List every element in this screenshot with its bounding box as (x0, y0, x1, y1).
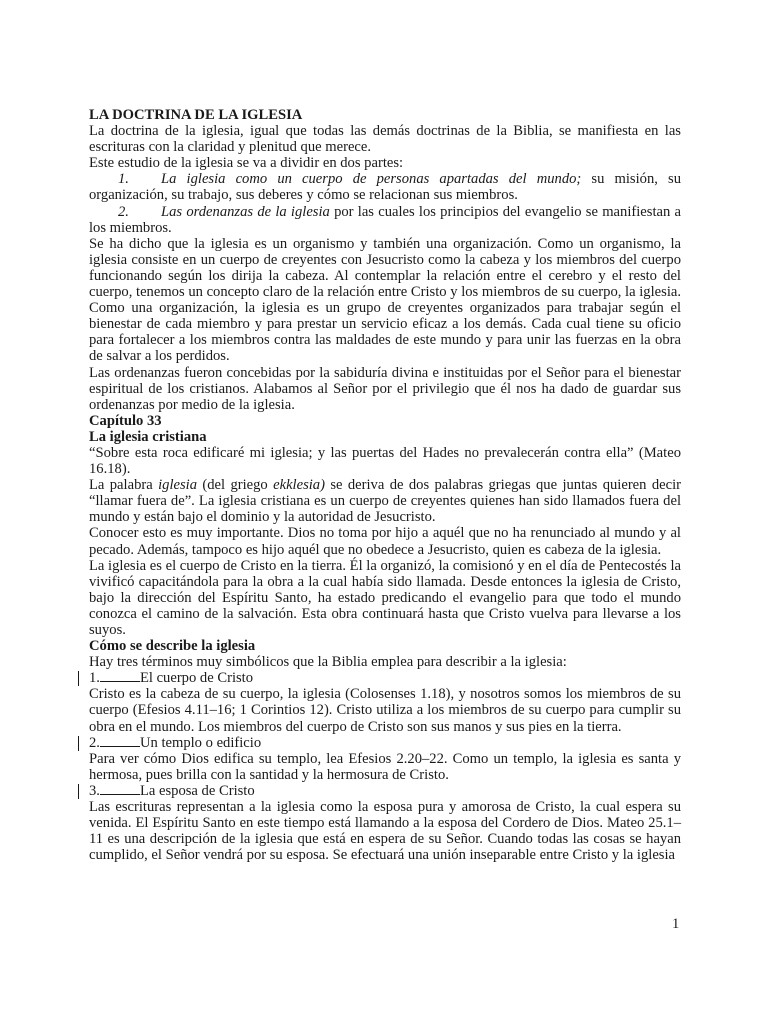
importance-paragraph: Conocer esto es muy importante. Dios no toma por hijo a aquél que no ha renunciado al mundo y al pecado. Además, tampoco es hijo aquél que no obedece a Jesucristo, quien es cabeza de la iglesia. (89, 525, 681, 558)
term-label: El cuerpo de Cristo (139, 670, 254, 687)
word-origin-paragraph (89, 477, 681, 525)
section-heading: Cómo se describe la iglesia (89, 638, 256, 655)
change-bar (78, 671, 79, 686)
document-title: LA DOCTRINA DE LA IGLESIA (89, 107, 303, 123)
italic-term: iglesia (158, 477, 198, 494)
part-item-1 (89, 171, 681, 203)
change-bar (78, 784, 79, 799)
term-body-3: Las escrituras representan a la iglesia como la esposa pura y amorosa de Cristo, la cual espera su venida. El Espíritu Santo en este tiempo está llamando a la esposa del Cordero de Dios. Mateo 25.1–11 es una descripción de la iglesia que está en espera de su Señor. Cuando todas las cosas se hayan cumplido, el Señor vendrá por su esposa. Se efectuará una unión inseparable entre Cristo y la iglesia (89, 799, 681, 864)
blank-line (100, 735, 140, 747)
part-number: 1. (118, 171, 129, 188)
chapter-title: La iglesia cristiana (89, 428, 207, 445)
term-body-1: Cristo es la cabeza de su cuerpo, la iglesia (Colosenses 1.18), y nosotros somos los miembros de su cuerpo (Efesios 4.11–16; 1 Corintios 12). Cristo utiliza a los miembros de su cuerpo para cumplir su obra en el mundo. Los miembros del cuerpo de Cristo son sus manos y sus pies en la tierra. (89, 686, 681, 735)
division-paragraph: Este estudio de la iglesia se va a dividir en dos partes: (89, 155, 404, 172)
term-number: 2. (89, 734, 100, 751)
body-of-christ-paragraph: La iglesia es el cuerpo de Cristo en la tierra. Él la organizó, la comisionó y en el día de Pentecostés la vivificó capacitándola para la obra a la cual había sido llamada. Desde entonces la iglesia de Cristo, bajo la dirección del Espíritu Santo, ha estado predicando el evangelio para que todo el mundo conozca el camino de la salvación. Esta obra continuará hasta que Cristo vuelva para llevarse a los suyos. (89, 557, 681, 638)
intro-paragraph: La doctrina de la iglesia, igual que todas las demás doctrinas de la Biblia, se manifiesta en las escrituras con la claridad y plenitud que merece. (89, 123, 681, 156)
part-title: La iglesia como un cuerpo de personas apartadas del mundo; (161, 171, 582, 188)
text-run: La palabra (89, 477, 159, 494)
term-number: 3. (89, 782, 100, 799)
scripture-quote: “Sobre esta roca edificaré mi iglesia; y las puertas del Hades no prevalecerán contra ella” (Mateo 16.18). (89, 444, 681, 478)
italic-term: ekklesia) (273, 477, 325, 494)
term-body-2: Para ver cómo Dios edifica su templo, lea Efesios 2.20–22. Como un templo, la iglesia es santa y hermosa, pues brilla con la santidad y la hermosura de Cristo. (89, 750, 681, 783)
organism-paragraph: Se ha dicho que la iglesia es un organismo y también una organización. Como un organismo, la iglesia consiste en un cuerpo de creyentes con Jesucristo como la cabeza y los miembros del cuerpo funcionando según los dirija la cabeza. Al contemplar la relación entre el cerebro y el resto del cuerpo, tenemos un concepto claro de la relación entre Cristo y los miembros de su cuerpo, la iglesia. Como una organización, la iglesia es un grupo de creyentes organizados para trabajar según el bienestar de cada miembro y para prestar un servicio eficaz a los demás. Cada cual tiene su oficio para fortalecer a los miembros contra las maldades de este mundo y para unir las fuerzas en la obra de salvar a los perdidos. (89, 235, 681, 365)
part-item-2 (89, 204, 681, 236)
text-run: (del griego (197, 477, 274, 494)
text-run: se deriva de dos palabras griegas que juntas quieren decir “llamar fuera de”. La iglesia cristiana es un cuerpo de creyentes quienes han sido llamados fuera del mundo y están bajo el dominio y la autoridad de Jesucristo. (89, 477, 681, 526)
blank-line (100, 783, 140, 795)
term-heading-2 (89, 735, 681, 751)
term-heading-3 (89, 783, 681, 799)
chapter-heading: Capítulo 33 (89, 412, 162, 429)
term-label: Un templo o edificio (139, 734, 262, 751)
document-body (89, 107, 681, 863)
blank-line (100, 670, 140, 682)
term-heading-1 (89, 670, 681, 686)
part-description: su misión, su organización, su trabajo, sus deberes y cómo se relacionan sus miembros. (89, 171, 681, 204)
ordinances-paragraph: Las ordenanzas fueron concebidas por la sabiduría divina e instituidas por el Señor para el bienestar espiritual de los cristianos. Alabamos al Señor por el privilegio que él nos ha dado de guardar sus ordenanzas por medio de la iglesia. (89, 364, 681, 413)
part-description: por las cuales los principios del evangelio se manifiestan a los miembros. (89, 203, 681, 236)
page-number: 1 (672, 916, 680, 932)
section-intro: Hay tres términos muy simbólicos que la Biblia emplea para describir a la iglesia: (89, 654, 567, 671)
term-label: La esposa de Cristo (139, 782, 255, 799)
change-bar (78, 736, 79, 751)
term-number: 1. (89, 670, 100, 687)
part-title: Las ordenanzas de la iglesia (161, 203, 330, 220)
part-number: 2. (118, 203, 129, 220)
